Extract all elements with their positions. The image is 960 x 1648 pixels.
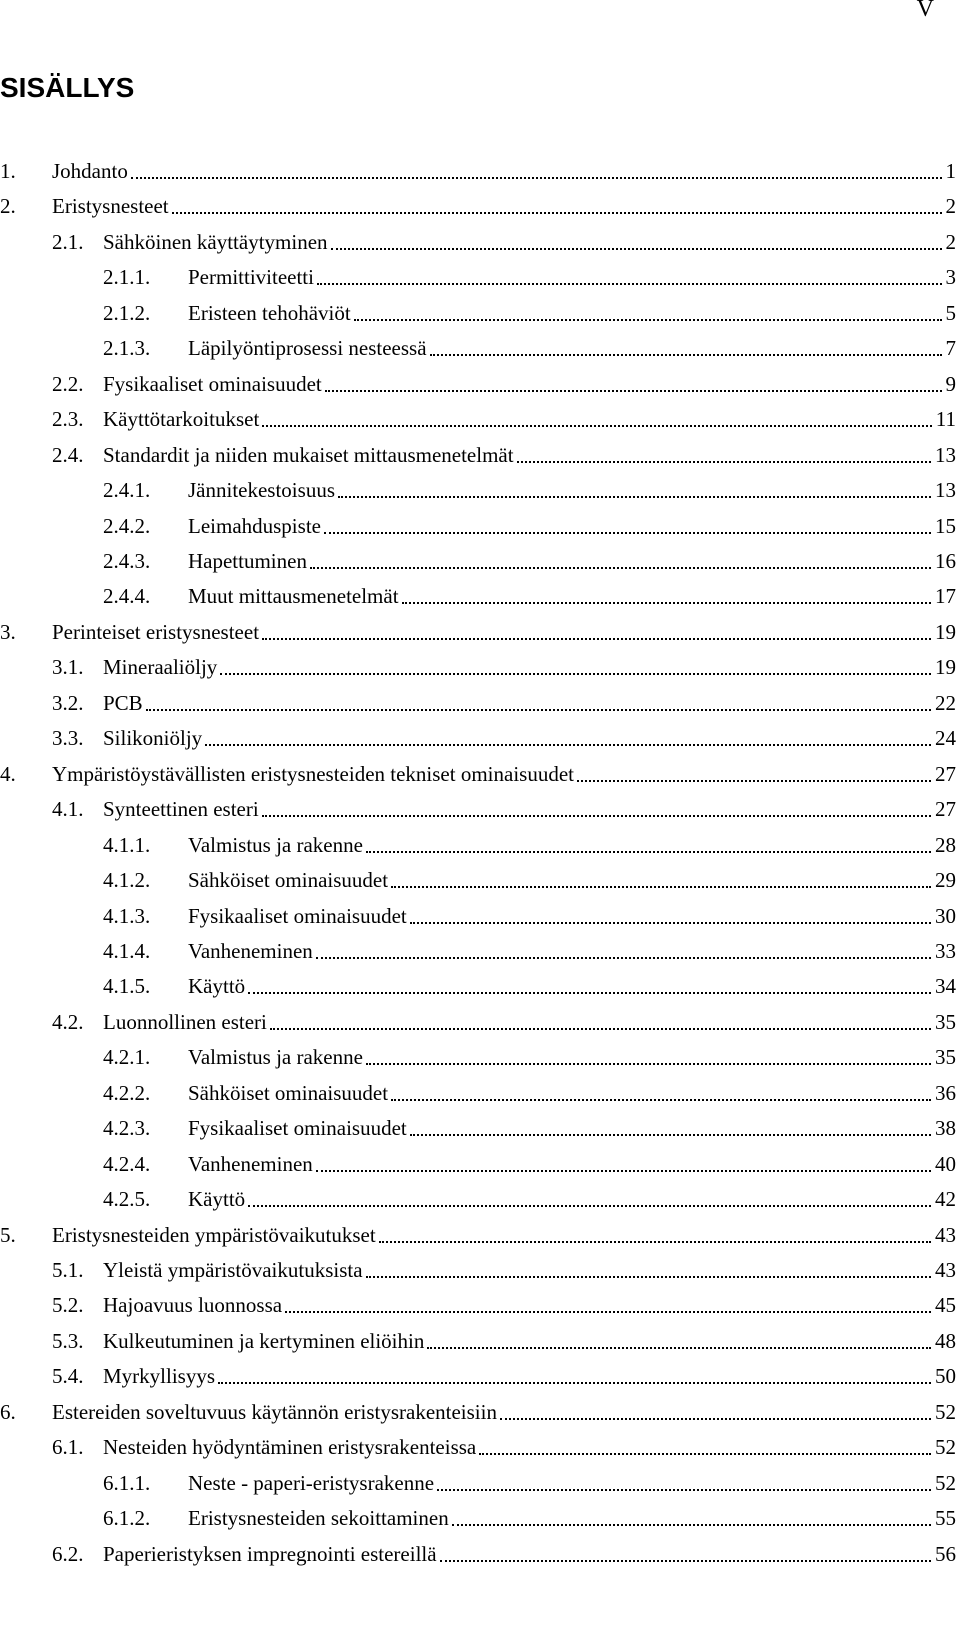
toc-entry-number: 2.1. <box>52 229 84 254</box>
dot-leader <box>220 673 931 675</box>
toc-entry-number: 4.1. <box>52 797 84 822</box>
toc-entry-page: 13 <box>935 478 956 503</box>
toc-entry-title: Luonnollinen esteri <box>103 1009 267 1034</box>
toc-entry-number: 4.2.4. <box>103 1151 151 1176</box>
dot-leader <box>430 354 942 356</box>
toc-entry-page: 48 <box>935 1328 956 1353</box>
toc-entry[interactable] <box>0 1176 956 1212</box>
dot-leader <box>262 815 931 817</box>
page-number: V <box>916 0 934 22</box>
toc-entry-page: 2 <box>945 229 956 254</box>
dot-leader <box>325 390 942 392</box>
dot-leader <box>338 496 931 498</box>
toc-entry-number: 2.4.4. <box>103 584 151 609</box>
toc-entry[interactable] <box>0 644 956 680</box>
toc-entry-number: 2.1.3. <box>103 336 151 361</box>
dot-leader <box>500 1418 931 1420</box>
toc-entry-page: 27 <box>935 761 956 786</box>
toc-entry-number: 4.1.5. <box>103 974 151 999</box>
toc-entry-title: Sähköinen käyttäytyminen <box>103 229 328 254</box>
toc-entry-number: 4.2.2. <box>103 1080 151 1105</box>
toc-entry-title: Käyttötarkoitukset <box>103 407 260 432</box>
toc-entry[interactable] <box>0 1070 956 1106</box>
toc-entry-page: 27 <box>935 797 956 822</box>
dot-leader <box>316 957 931 959</box>
toc-entry-title: Kulkeutuminen ja kertyminen eliöihin <box>103 1328 425 1353</box>
toc-entry-title: Leimahduspiste <box>188 513 321 538</box>
toc-entry-title: Valmistus ja rakenne <box>188 832 363 857</box>
toc-entry-number: 6.2. <box>52 1541 84 1566</box>
toc-entry[interactable] <box>0 1212 956 1248</box>
toc-entry-number: 5. <box>0 1222 16 1247</box>
toc-entry[interactable] <box>0 751 956 787</box>
toc-entry-page: 38 <box>935 1116 956 1141</box>
toc-entry-number: 6.1. <box>52 1435 84 1460</box>
toc-entry-page: 35 <box>935 1045 956 1070</box>
dot-leader <box>391 886 931 888</box>
toc-entry-title: Hapettuminen <box>188 549 307 573</box>
toc-entry-page: 40 <box>935 1151 956 1176</box>
toc-entry-page: 33 <box>935 938 956 963</box>
toc-entry-number: 4. <box>0 761 16 786</box>
toc-entry-page: 11 <box>935 407 956 432</box>
toc-entry-title: Eristysnesteet <box>52 194 169 219</box>
toc-entry[interactable] <box>0 573 956 609</box>
toc-entry-title: Synteettinen esteri <box>103 797 259 822</box>
toc-entry[interactable] <box>0 432 956 468</box>
toc-entry-number: 4.2.5. <box>103 1187 151 1212</box>
toc-entry-page: 22 <box>935 690 956 715</box>
dot-leader <box>440 1560 931 1562</box>
toc-entry-number: 3. <box>0 619 16 644</box>
toc-entry-number: 6.1.2. <box>103 1506 151 1531</box>
toc-entry-page: 3 <box>945 265 956 290</box>
toc-entry[interactable] <box>0 680 956 716</box>
toc-entry[interactable] <box>0 1389 956 1425</box>
toc-entry-title: Neste - paperi-eristysrakenne <box>188 1470 435 1495</box>
toc-entry-page: 29 <box>935 868 956 892</box>
toc-entry[interactable] <box>0 857 956 893</box>
toc-entry[interactable] <box>0 1141 956 1177</box>
toc-entry-page: 34 <box>935 974 956 999</box>
toc-entry-page: 15 <box>935 513 956 538</box>
toc-entry-title: Mineraaliöljy <box>103 655 218 680</box>
toc-entry[interactable] <box>0 609 956 645</box>
toc-entry-title: Myrkyllisyys <box>103 1364 216 1389</box>
dot-leader <box>248 992 931 994</box>
toc-entry[interactable] <box>0 361 956 397</box>
toc-entry-number: 4.1.3. <box>103 903 151 928</box>
toc-entry-number: 2.4.3. <box>103 549 151 573</box>
toc-entry[interactable] <box>0 715 956 751</box>
toc-entry-page: 42 <box>935 1187 956 1212</box>
toc-entry[interactable] <box>0 325 956 361</box>
toc-entry-title: Fysikaaliset ominaisuudet <box>188 903 407 928</box>
dot-leader <box>262 638 931 640</box>
toc-entry-title: Nesteiden hyödyntäminen eristysrakenteissa <box>103 1435 477 1460</box>
toc-entry-page: 7 <box>945 336 956 361</box>
dot-leader <box>316 1170 931 1172</box>
dot-leader <box>262 425 931 427</box>
dot-leader <box>402 602 931 604</box>
dot-leader <box>366 1063 931 1065</box>
toc-entry[interactable] <box>0 1034 956 1070</box>
dot-leader <box>379 1241 931 1243</box>
toc-entry-page: 28 <box>935 832 956 857</box>
toc-entry[interactable] <box>0 396 956 432</box>
toc-entry-title: Estereiden soveltuvuus käytännön eristysrakenteisiin <box>52 1399 497 1424</box>
toc-entry-page: 55 <box>935 1506 956 1531</box>
dot-leader <box>205 744 931 746</box>
toc-entry-number: 4.1.4. <box>103 938 151 963</box>
toc-entry[interactable] <box>0 538 956 574</box>
toc-entry-title: Eristysnesteiden sekoittaminen <box>188 1506 449 1531</box>
toc-entry-number: 2.4.2. <box>103 513 151 538</box>
toc-entry[interactable] <box>0 1531 956 1567</box>
dot-leader <box>172 212 942 214</box>
toc-entry[interactable] <box>0 148 956 184</box>
toc-entry-number: 6. <box>0 1399 16 1424</box>
toc-entry-number: 5.3. <box>52 1328 84 1353</box>
toc-entry-title: Läpilyöntiprosessi nesteessä <box>188 336 427 361</box>
toc-entry-page: 9 <box>945 371 956 396</box>
dot-leader <box>517 461 931 463</box>
toc-entry-title: Ympäristöystävällisten eristysnesteiden tekniset ominaisuudet <box>52 761 574 786</box>
dot-leader <box>410 1134 931 1136</box>
toc-entry-number: 2.1.2. <box>103 300 151 325</box>
toc-entry[interactable] <box>0 503 956 539</box>
dot-leader <box>479 1453 931 1455</box>
toc-entry[interactable] <box>0 1318 956 1354</box>
toc-entry-page: 36 <box>935 1080 956 1105</box>
toc-entry-number: 4.2.1. <box>103 1045 151 1070</box>
toc-entry-number: 2.1.1. <box>103 265 151 290</box>
dot-leader <box>285 1311 931 1313</box>
toc-entry-number: 2.3. <box>52 407 84 432</box>
toc-entry-title: Jännitekestoisuus <box>188 478 335 503</box>
toc-entry-title: Vanheneminen <box>188 938 313 963</box>
toc-entry-title: Paperieristyksen impregnointi estereillä <box>103 1541 437 1566</box>
toc-entry-number: 5.4. <box>52 1364 84 1389</box>
toc-title: SISÄLLYS <box>0 72 135 103</box>
toc-entry[interactable] <box>0 290 956 326</box>
dot-leader <box>310 567 931 569</box>
dot-leader <box>410 922 931 924</box>
toc-entry-page: 43 <box>935 1222 956 1247</box>
toc-entry-page: 52 <box>935 1470 956 1495</box>
toc-entry-title: Valmistus ja rakenne <box>188 1045 363 1070</box>
toc-entry[interactable] <box>0 467 956 503</box>
toc-entry-title: Käyttö <box>188 974 246 999</box>
dot-leader <box>218 1382 931 1384</box>
toc-entry-page: 2 <box>945 194 956 219</box>
toc-entry-page: 50 <box>935 1364 956 1389</box>
toc-entry[interactable] <box>0 928 956 964</box>
dot-leader <box>452 1524 931 1526</box>
dot-leader <box>270 1028 931 1030</box>
toc-entry-page: 35 <box>935 1009 956 1034</box>
toc-entry-title: Eristeen tehohäviöt <box>188 300 351 325</box>
toc-entry[interactable] <box>0 1495 956 1531</box>
toc-entry-title: Fysikaaliset ominaisuudet <box>103 371 322 396</box>
toc-entry[interactable] <box>0 219 956 255</box>
dot-leader <box>324 532 931 534</box>
toc-entry[interactable] <box>0 963 956 999</box>
toc-entry-number: 2.4. <box>52 442 84 467</box>
dot-leader <box>317 283 942 285</box>
toc-entry-title: Perinteiset eristysnesteet <box>52 619 260 644</box>
toc-entry-title: Silikoniöljy <box>103 726 203 751</box>
toc-entry-title: Sähköiset ominaisuudet <box>188 1080 389 1105</box>
dot-leader <box>427 1347 931 1349</box>
toc-entry-number: 3.2. <box>52 690 84 715</box>
toc-entry-number: 5.2. <box>52 1293 84 1318</box>
toc-entry-number: 3.1. <box>52 655 84 680</box>
toc-entry-number: 2.2. <box>52 371 84 396</box>
toc-entry-number: 6.1.1. <box>103 1470 151 1495</box>
toc-entry[interactable] <box>0 1105 956 1141</box>
dot-leader <box>437 1489 931 1491</box>
toc-entry-title: Eristysnesteiden ympäristövaikutukset <box>52 1222 376 1247</box>
toc-entry[interactable] <box>0 822 956 858</box>
toc-entry-number: 5.1. <box>52 1258 84 1282</box>
toc-entry-page: 24 <box>935 726 956 751</box>
toc-entry-page: 43 <box>935 1258 956 1282</box>
dot-leader <box>248 1205 931 1207</box>
dot-leader <box>146 709 931 711</box>
toc-entry[interactable] <box>0 1353 956 1389</box>
dot-leader <box>131 177 942 179</box>
dot-leader <box>391 1099 931 1101</box>
toc-entry[interactable] <box>0 1247 956 1283</box>
toc-entry-number: 4.2.3. <box>103 1116 151 1141</box>
toc-entry-page: 17 <box>935 584 956 609</box>
toc-entry-title: Sähköiset ominaisuudet <box>188 868 389 892</box>
toc-entry[interactable] <box>0 1282 956 1318</box>
toc-entry[interactable] <box>0 893 956 929</box>
dot-leader <box>577 780 931 782</box>
toc-entry-number: 4.2. <box>52 1009 84 1034</box>
toc-entry-title: Fysikaaliset ominaisuudet <box>188 1116 407 1141</box>
toc-entry-page: 19 <box>935 655 956 680</box>
toc-entry-number: 2. <box>0 194 16 219</box>
toc-entry[interactable] <box>0 183 956 219</box>
toc-entry-title: Standardit ja niiden mukaiset mittausmenetelmät <box>103 442 514 467</box>
toc-entry[interactable] <box>0 1424 956 1460</box>
toc-entry[interactable] <box>0 254 956 290</box>
toc-entry-page: 52 <box>935 1435 956 1460</box>
toc-entry[interactable] <box>0 999 956 1035</box>
toc-entry-title: Vanheneminen <box>188 1151 313 1176</box>
dot-leader <box>331 248 942 250</box>
toc-entry-page: 52 <box>935 1399 956 1424</box>
dot-leader <box>366 851 931 853</box>
dot-leader <box>366 1276 931 1278</box>
toc-entry-title: Muut mittausmenetelmät <box>188 584 399 609</box>
dot-leader <box>354 319 942 321</box>
toc-entry-page: 30 <box>935 903 956 928</box>
toc-entry-number: 4.1.1. <box>103 832 151 857</box>
toc-entry[interactable] <box>0 786 956 822</box>
toc-entry[interactable] <box>0 1460 956 1496</box>
toc-entry-title: Hajoavuus luonnossa <box>103 1293 283 1318</box>
toc-entry-page: 56 <box>935 1541 956 1566</box>
toc-entry-page: 13 <box>935 442 956 467</box>
toc-entry-number: 4.1.2. <box>103 868 151 892</box>
toc-entry-title: Käyttö <box>188 1187 246 1212</box>
toc-entry-title: Johdanto <box>52 159 128 183</box>
toc-entry-page: 45 <box>935 1293 956 1318</box>
toc-entry-number: 1. <box>0 159 16 183</box>
toc-entry-page: 1 <box>945 159 956 183</box>
toc-entry-page: 16 <box>935 549 956 573</box>
toc-entry-number: 3.3. <box>52 726 84 751</box>
toc-entry-title: Yleistä ympäristövaikutuksista <box>103 1258 363 1282</box>
toc-entry-title: PCB <box>103 690 143 715</box>
toc-entry-number: 2.4.1. <box>103 478 151 503</box>
toc-entry-title: Permittiviteetti <box>188 265 314 290</box>
toc-entry-page: 19 <box>935 619 956 644</box>
toc-entry-page: 5 <box>945 300 956 325</box>
